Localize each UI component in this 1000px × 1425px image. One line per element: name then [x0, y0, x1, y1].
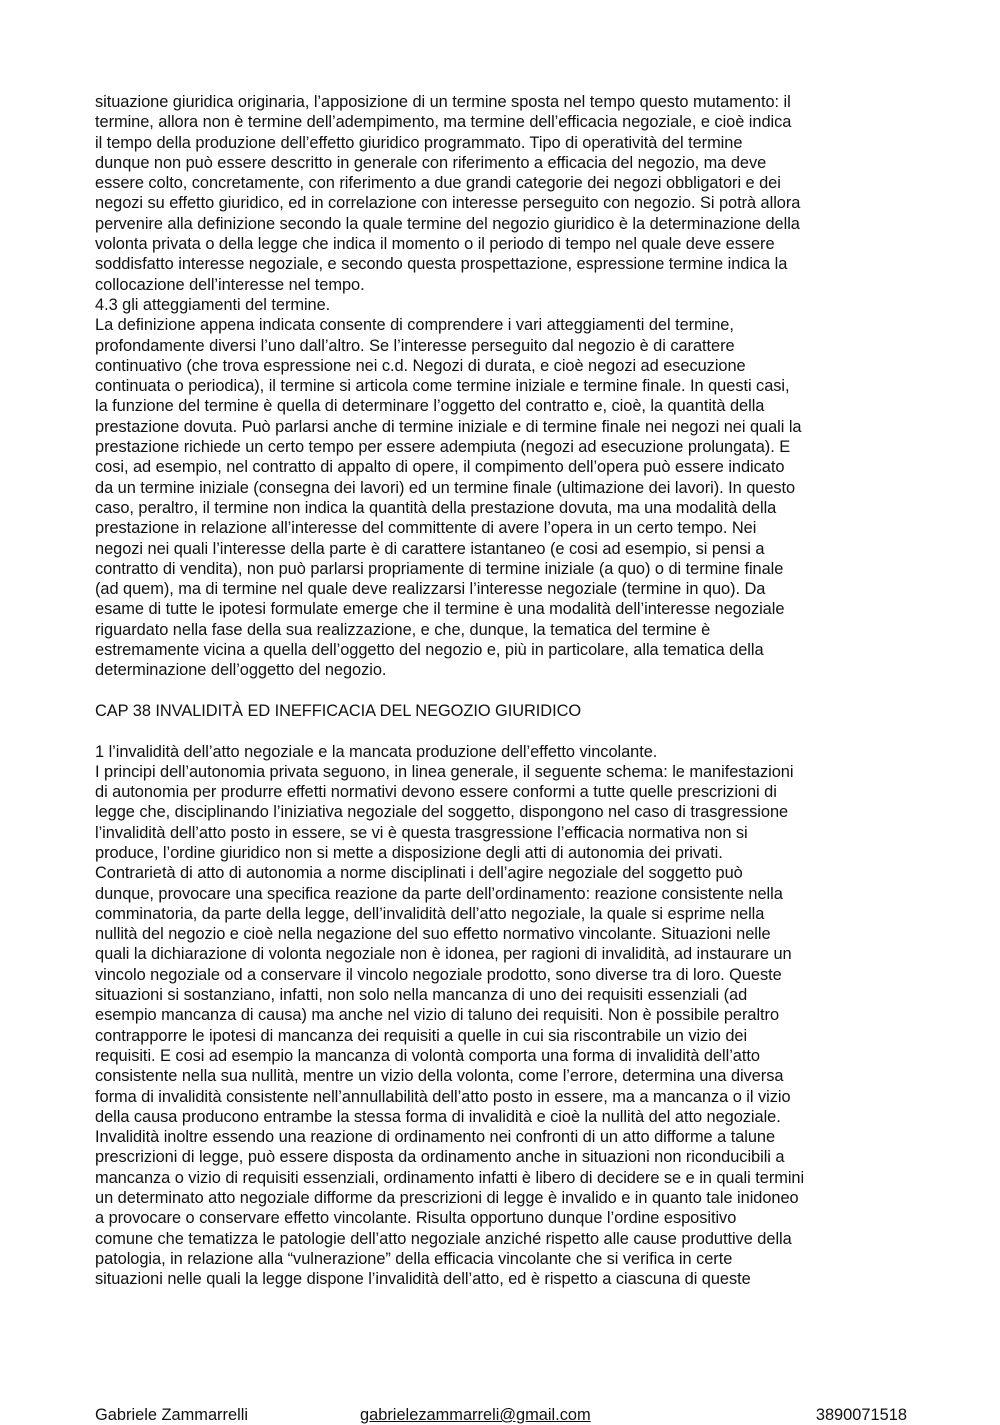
text-line: termine, allora non è termine dell’adempimento, ma termine dell’efficacia negoziale, e cioè indica — [95, 113, 792, 132]
text-line: soddisfatto interesse negoziale, e secondo questa prospettazione, espressione termine indica la — [95, 255, 788, 274]
text-line: negozi su effetto giuridico, ed in correlazione con interesse perseguito con negozio. Si potrà allora — [95, 194, 801, 213]
text-line: il tempo della produzione dell’effetto giuridico programmato. Tipo di operatività del termine — [95, 133, 743, 152]
text-line: estremamente vicina a quella dell’oggetto del negozio e, più in particolare, alla tematica della — [95, 641, 764, 660]
chapter-heading: CAP 38 INVALIDITÀ ED INEFFICACIA DEL NEGOZIO GIURIDICO — [95, 701, 582, 720]
text-line: riguardato nella fase della sua realizzazione, e che, dunque, la tematica del termine è — [95, 620, 711, 639]
text-line: collocazione dell’interesse nel tempo. — [95, 275, 365, 294]
text-line: determinazione dell’oggetto del negozio. — [95, 661, 387, 680]
text-line: cosi, ad esempio, nel contratto di appalto di opere, il compimento dell’opera può essere indicato — [95, 458, 785, 477]
text-line: contratto di vendita), non può parlarsi propriamente di termine iniziale (a quo) o di termine finale — [95, 559, 784, 578]
text-line: pervenire alla definizione secondo la quale termine del negozio giuridico è la determinazione della — [95, 214, 800, 233]
text-line: Contrarietà di atto di autonomia a norme disciplinati i dell’agire negoziale del soggetto può — [95, 864, 743, 883]
text-line: 1 l’invalidità dell’atto negoziale e la mancata produzione dell’effetto vincolante. — [95, 742, 658, 761]
footer-phone: 3890071518 — [815, 1406, 907, 1424]
text-line: di autonomia per produrre effetti normativi devono essere conformi a tutte quelle prescrizioni di — [95, 783, 777, 802]
text-line: Invalidità inoltre essendo una reazione di ordinamento nei confronti di un atto difforme a talune — [95, 1128, 776, 1147]
text-line: da un termine iniziale (consegna dei lavori) ed un termine finale (ultimazione dei lavori). In questo — [95, 478, 796, 497]
footer-author: Gabriele Zammarrelli — [95, 1406, 249, 1424]
text-line: profondamente diversi l’uno dall’altro. Se l’interesse perseguito dal negozio è di carattere — [95, 336, 735, 355]
text-line: quali la dichiarazione di volonta negoziale non è idonea, per ragioni di invalidità, ad instaurare un — [95, 945, 792, 964]
text-line: nullità del negozio e cioè nella negazione del suo effetto normativo vincolante. Situazioni nelle — [95, 925, 771, 944]
footer-email-link[interactable]: gabrielezammarreli@gmail.com — [360, 1406, 591, 1424]
page-body — [95, 92, 915, 1290]
text-line: mancanza o vizio di requisiti essenziali, ordinamento infatti è libero di decidere se e in quali termini — [95, 1168, 805, 1187]
text-line: situazioni nelle quali la legge dispone l’invalidità dell’atto, ed è rispetto a ciascuna di queste — [95, 1270, 751, 1289]
text-line: comminatoria, da parte della legge, dell’invalidità dell’atto negoziale, la quale si esprime nella — [95, 904, 765, 923]
text-line: legge che, disciplinando l’iniziativa negoziale del soggetto, dispongono nel caso di trasgressione — [95, 803, 789, 822]
text-line: situazioni si sostanziano, infatti, non solo nella mancanza di uno dei requisiti essenziali (ad — [95, 986, 748, 1005]
text-line: vincolo negoziale od a conservare il vincolo negoziale prodotto, sono diverse tra di loro. Queste — [95, 965, 782, 984]
text-block-term — [95, 92, 915, 681]
text-line: esame di tutte le ipotesi formulate emerge che il termine è una modalità dell’interesse negoziale — [95, 600, 785, 619]
text-line: 4.3 gli atteggiamenti del termine. — [95, 295, 331, 314]
text-line: situazione giuridica originaria, l’apposizione di un termine sposta nel tempo questo mutamento: il — [95, 93, 791, 111]
text-line: comune che tematizza le patologie dell’atto negoziale anziché rispetto alle cause produttive della — [95, 1229, 792, 1248]
text-line: esempio mancanza di causa) ma anche nel vizio di taluno dei requisiti. Non è possibile peraltro — [95, 1006, 780, 1025]
text-line: prescrizioni di legge, può essere disposta da ordinamento anche in situazioni non riconducibili a — [95, 1148, 785, 1167]
text-line: La definizione appena indicata consente di comprendere i vari atteggiamenti del termine, — [95, 316, 734, 335]
text-line: forma di invalidità consistente nell’annullabilità dell’atto posto in essere, ma a mancanza o il vizio — [95, 1087, 791, 1106]
text-line: produce, l’ordine giuridico non si mette a disposizione degli atti di autonomia dei privati. — [95, 843, 723, 862]
text-line: I principi dell’autonomia privata seguono, in linea generale, il seguente schema: le manifestazioni — [95, 762, 794, 781]
text-line: prestazione richiede un certo tempo per essere adempiuta (negozi ad esecuzione prolungata). E — [95, 438, 791, 457]
text-line: essere colto, concretamente, con riferimento a due grandi categorie dei negozi obbligatori e dei — [95, 174, 781, 193]
text-line: prestazione in relazione all’interesse del committente di avere l’opera in un certo tempo. Nei — [95, 519, 757, 538]
text-line: caso, peraltro, il termine non indica la quantità della prestazione dovuta, ma una modalità della — [95, 498, 777, 517]
text-line: prestazione dovuta. Può parlarsi anche di termine iniziale e di termine finale nei negozi nei quali la — [95, 417, 802, 436]
text-line: patologia, in relazione alla “vulnerazione” della efficacia vincolante che si verifica in certe — [95, 1249, 733, 1268]
text-line: la funzione del termine è quella di determinare l’oggetto del contratto e, cioè, la quantità della — [95, 397, 765, 416]
text-line: un determinato atto negoziale difforme da prescrizioni di legge è invalido e in quanto tale inidoneo — [95, 1189, 799, 1208]
text-line: consistente nella sua nullità, mentre un vizio della volonta, come l’errore, determina una diversa — [95, 1067, 784, 1086]
paragraph-gap — [95, 681, 915, 701]
text-line: negozi nei quali l’interesse della parte è di carattere istantaneo (e cosi ad esempio, si pensi a — [95, 539, 765, 558]
text-line: della causa producono entrambe la stessa forma di invalidità e cioè la nullità del atto negoziale. — [95, 1107, 781, 1126]
text-line: contrapporre le ipotesi di mancanza dei requisiti a quelle in cui sia riscontrabile un vizio dei — [95, 1026, 748, 1045]
text-line: (ad quem), ma di termine nel quale deve realizzarsi l’interesse negoziale (termine in quo). Da — [95, 580, 766, 599]
text-line: l’invalidità dell’atto posto in essere, se vi è questa trasgressione l’efficacia normativa non si — [95, 823, 748, 842]
text-line: dunque non può essere descritto in generale con riferimento a efficacia del negozio, ma deve — [95, 153, 767, 172]
text-line: continuativo (che trova espressione nei c.d. Negozi di durata, e cioè negozi ad esecuzione — [95, 356, 746, 375]
text-line: requisiti. E cosi ad esempio la mancanza di volontà comporta una forma di invalidità dell’atto — [95, 1046, 760, 1065]
text-line: volonta privata o della legge che indica il momento o il periodo di tempo nel quale deve essere — [95, 235, 775, 254]
text-line: a provocare o conservare effetto vincolante. Risulta opportuno dunque l’ordine espositivo — [95, 1209, 737, 1228]
text-line: continuata o periodica), il termine si articola come termine iniziale e termine finale. In questi casi, — [95, 377, 790, 396]
paragraph-gap — [95, 721, 915, 741]
text-block-invalidity — [95, 742, 915, 1290]
text-line: dunque, provocare una specifica reazione da parte dell’ordinamento: reazione consistente nella — [95, 884, 783, 903]
